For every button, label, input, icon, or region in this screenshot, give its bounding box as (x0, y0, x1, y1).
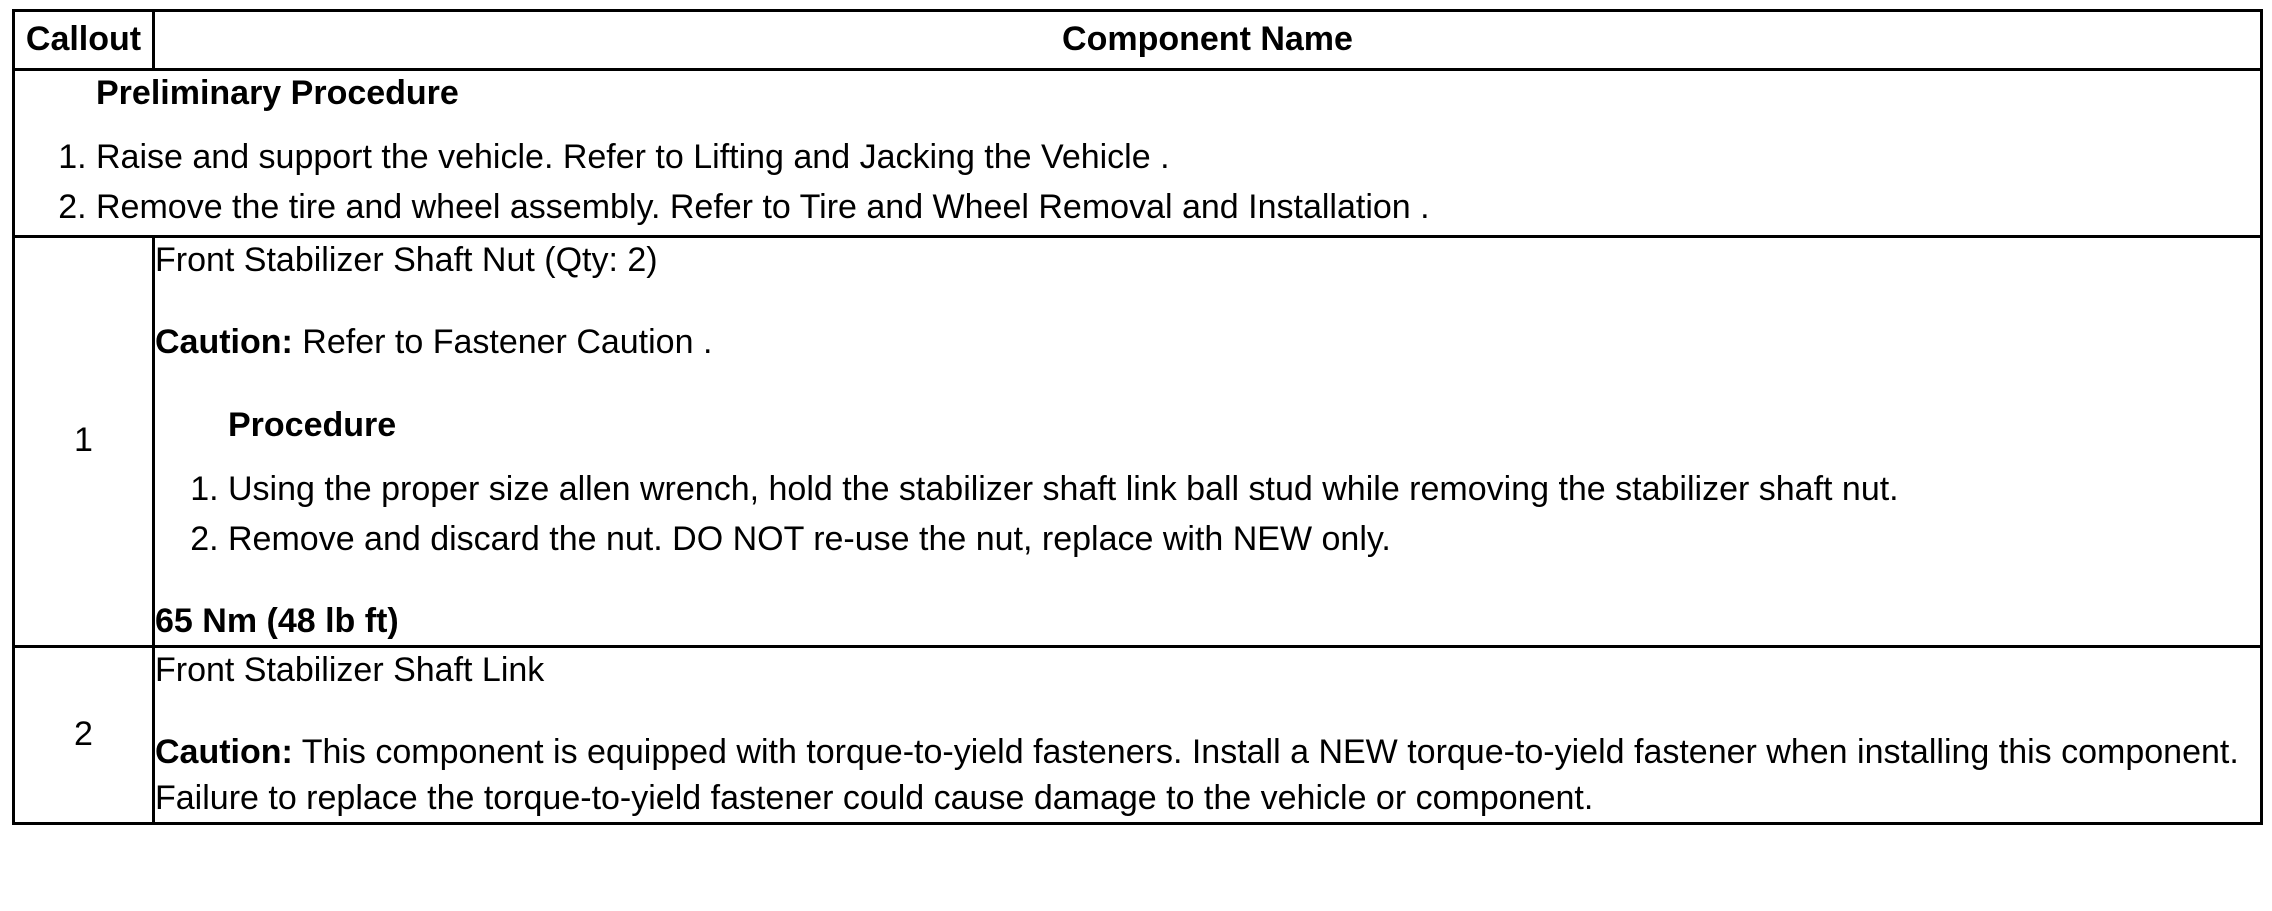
caution-text: Refer to Fastener Caution . (292, 322, 713, 361)
component-name: Front Stabilizer Shaft Nut (Qty: 2) (155, 240, 658, 279)
procedure-block (155, 403, 2260, 563)
caution-note (155, 320, 2260, 366)
preliminary-row (14, 70, 2262, 237)
caution-text: This component is equipped with torque-to-yield fasteners. Install a NEW torque-to-yield fastener when installing this component. Failure to replace the torque-to-yield fastener could cause damage to the vehicle or component. (155, 732, 2239, 817)
component-cell (154, 236, 2262, 646)
preliminary-cell (14, 70, 2262, 237)
procedure-steps (155, 467, 2260, 563)
component-table (12, 9, 2263, 825)
procedure-step: 2. Remove and discard the nut. DO NOT re-use the nut, replace with NEW only. (228, 517, 2260, 563)
component-name: Front Stabilizer Shaft Link (155, 651, 545, 690)
table-row (14, 647, 2262, 824)
preliminary-title: Preliminary Procedure (96, 74, 459, 112)
preliminary-step: 1. Raise and support the vehicle. Refer to Lifting and Jacking the Vehicle . (96, 135, 2260, 181)
header-row (14, 11, 2262, 70)
caution-label: Caution: (155, 732, 293, 771)
component-name-header: Component Name (154, 11, 2262, 70)
component-cell (154, 647, 2262, 824)
table-row (14, 236, 2262, 646)
callout-header: Callout (14, 11, 154, 70)
caution-label: Caution: (155, 322, 293, 361)
preliminary-step: 2. Remove the tire and wheel assembly. Refer to Tire and Wheel Removal and Installation . (96, 185, 2260, 231)
torque-spec: 65 Nm (48 lb ft) (155, 602, 399, 641)
procedure-title: Procedure (228, 406, 397, 445)
callout-number: 1 (14, 236, 154, 646)
preliminary-steps (15, 135, 2260, 231)
caution-note (155, 730, 2260, 822)
callout-number: 2 (14, 647, 154, 824)
procedure-step: 1. Using the proper size allen wrench, hold the stabilizer shaft link ball stud while removing the stabilizer shaft nut. (228, 467, 2260, 513)
